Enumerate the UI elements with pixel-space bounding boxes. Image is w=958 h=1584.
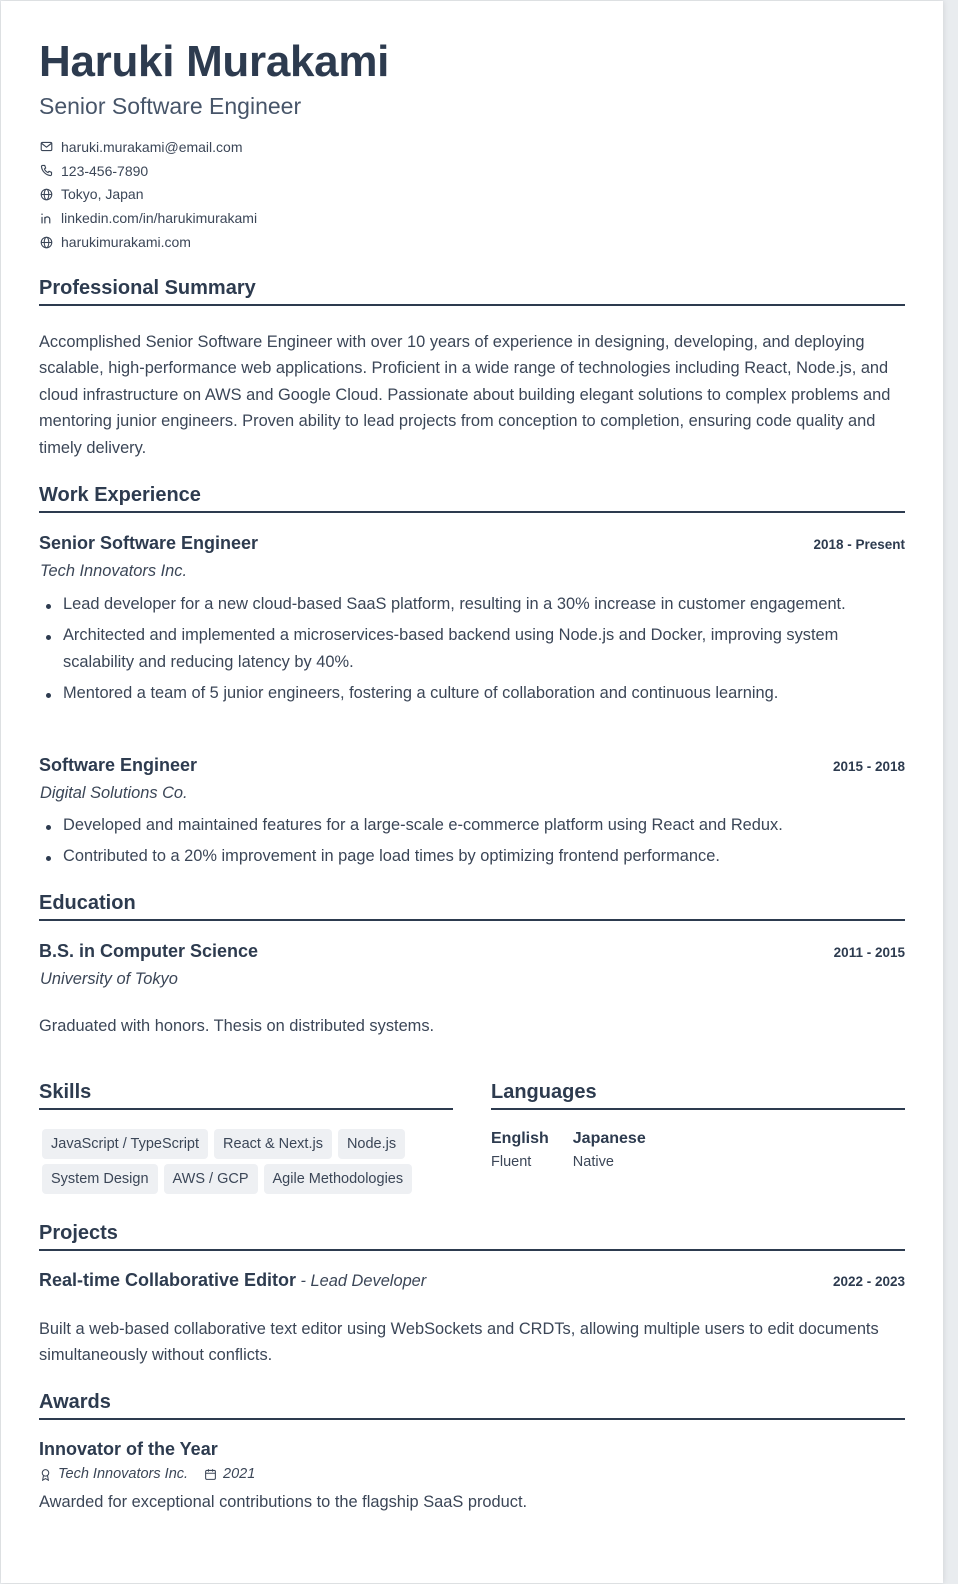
- award-header: [39, 1439, 905, 1460]
- contact-email[interactable]: [39, 135, 257, 159]
- education-dates: 2011 - 2015: [833, 945, 905, 960]
- contact-email-text: haruki.murakami@email.com: [61, 138, 243, 155]
- globe-icon: [39, 187, 53, 201]
- language-item: [491, 1130, 549, 1170]
- globe-icon: [39, 235, 53, 249]
- linkedin-icon: [39, 211, 53, 225]
- project-role: - Lead Developer: [300, 1272, 427, 1290]
- skill-chip: Node.js: [338, 1129, 405, 1159]
- contact-phone[interactable]: [39, 159, 257, 183]
- education-school: University of Tokyo: [40, 970, 178, 988]
- contact-location-text: Tokyo, Japan: [61, 186, 144, 203]
- contact-location: [39, 183, 257, 207]
- project-dates: 2022 - 2023: [832, 1274, 905, 1289]
- project-header: [39, 1270, 905, 1291]
- language-item: [573, 1130, 646, 1170]
- education-header: [39, 941, 905, 962]
- job-bullet: Developed and maintained features for a large-scale e-commerce platform using React and Redux.: [39, 812, 905, 838]
- education-heading: Education: [39, 892, 905, 921]
- languages-heading: Languages: [491, 1081, 905, 1110]
- contact-linkedin[interactable]: [39, 206, 257, 230]
- candidate-title: Senior Software Engineer: [39, 93, 302, 119]
- contact-website-text: harukimurakami.com: [61, 234, 191, 251]
- job-dates: 2018 - Present: [813, 537, 905, 552]
- phone-icon: [39, 164, 53, 178]
- candidate-name: Haruki Murakami: [39, 37, 390, 86]
- award-meta: [39, 1466, 255, 1482]
- summary-heading: Professional Summary: [39, 277, 905, 306]
- languages-list: [491, 1130, 646, 1170]
- job-bullets: [39, 812, 905, 875]
- experience-heading: Work Experience: [39, 484, 905, 513]
- award-year: 2021: [223, 1466, 256, 1482]
- award-description: Awarded for exceptional contributions to the flagship SaaS product.: [39, 1493, 528, 1511]
- job-bullet: Mentored a team of 5 junior engineers, fostering a culture of collaboration and continuous learning.: [39, 680, 905, 706]
- skill-chip: JavaScript / TypeScript: [42, 1129, 208, 1159]
- language-level: Fluent: [491, 1154, 532, 1170]
- education-note: Graduated with honors. Thesis on distributed systems.: [39, 1017, 435, 1035]
- project-name: Real-time Collaborative Editor: [39, 1270, 297, 1290]
- language-level: Native: [572, 1154, 614, 1170]
- job-company: Tech Innovators Inc.: [40, 562, 187, 580]
- job-bullets: [39, 591, 905, 712]
- project-title-group: [39, 1270, 426, 1291]
- job-header: [39, 533, 905, 554]
- mail-icon: [39, 140, 53, 154]
- job-header: [39, 755, 905, 776]
- contact-linkedin-text: linkedin.com/in/harukimurakami: [61, 210, 258, 227]
- language-name: Japanese: [572, 1130, 646, 1147]
- job-company: Digital Solutions Co.: [40, 784, 188, 802]
- award-icon: [39, 1468, 52, 1481]
- job-bullet: Lead developer for a new cloud-based SaaS platform, resulting in a 30% increase in customer engagement.: [39, 591, 905, 617]
- award-issuer: Tech Innovators Inc.: [58, 1466, 189, 1482]
- skill-chip: Agile Methodologies: [264, 1164, 413, 1194]
- awards-heading: Awards: [39, 1391, 905, 1420]
- job-bullet: Contributed to a 20% improvement in page load times by optimizing frontend performance.: [39, 843, 905, 869]
- project-description: Built a web-based collaborative text editor using WebSockets and CRDTs, allowing multiple users to edit documents simultaneously without conflicts.: [39, 1320, 879, 1365]
- calendar-icon: [204, 1468, 217, 1481]
- skill-chip: System Design: [42, 1164, 158, 1194]
- contact-phone-text: 123-456-7890: [61, 162, 149, 179]
- skill-chip: AWS / GCP: [164, 1164, 258, 1194]
- contact-website[interactable]: [39, 230, 257, 254]
- award-title: Innovator of the Year: [39, 1439, 218, 1459]
- projects-heading: Projects: [39, 1222, 905, 1251]
- language-name: English: [491, 1130, 549, 1147]
- summary-text: Accomplished Senior Software Engineer with over 10 years of experience in designing, developing, and deploying scalable, high-performance web applications. Proficient in a wide range of technologies including React, Node.js, and cloud infrastructure on AWS and Google Cloud. Passionate about building elegant solutions to complex problems and mentoring junior engineers. Proven ability to lead projects from conception to completion, ensuring code quality and timely delivery.: [39, 333, 891, 457]
- contact-list: [39, 135, 257, 254]
- job-dates: 2015 - 2018: [832, 759, 905, 774]
- job-title: Software Engineer: [39, 755, 198, 775]
- skills-heading: Skills: [39, 1081, 453, 1110]
- skills-list: [42, 1129, 452, 1194]
- job-title: Senior Software Engineer: [39, 533, 259, 553]
- resume-page: [1, 1, 943, 1583]
- education-degree: B.S. in Computer Science: [39, 941, 259, 961]
- job-bullet: Architected and implemented a microservices-based backend using Node.js and Docker, improving system scalability and reducing latency by 40%.: [39, 622, 905, 675]
- skill-chip: React & Next.js: [214, 1129, 332, 1159]
